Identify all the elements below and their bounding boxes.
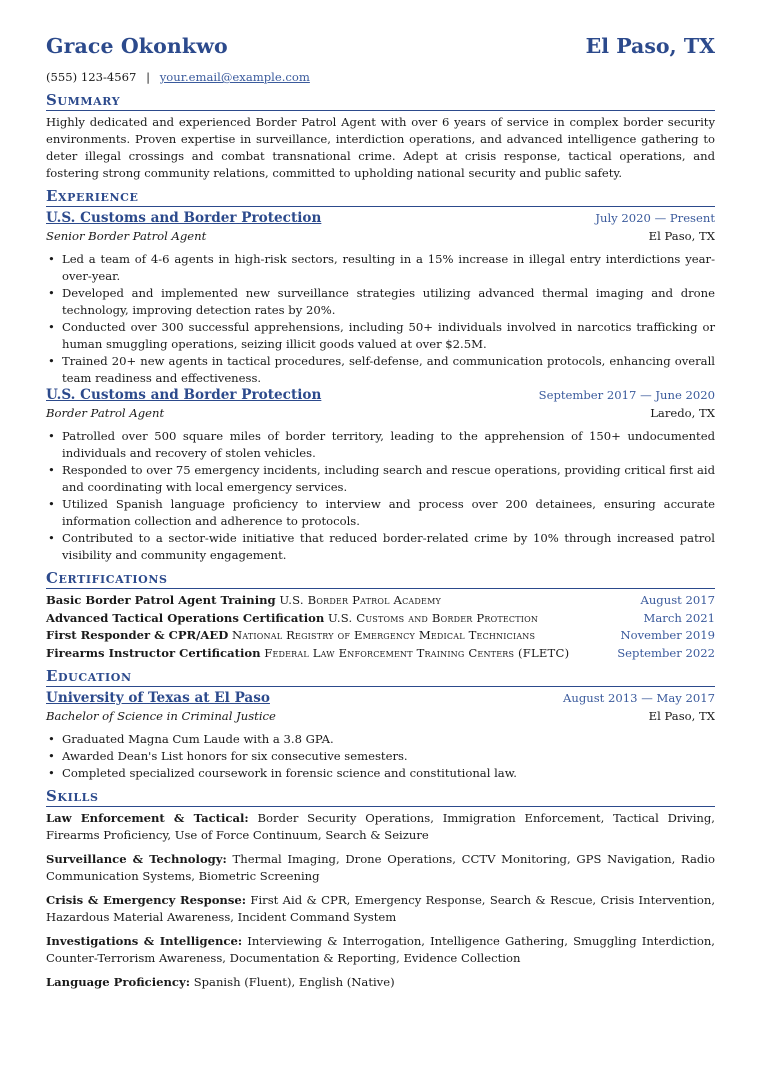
skill-item	[46, 933, 715, 967]
candidate-name: Grace Okonkwo	[46, 34, 228, 58]
certification-issuer: U.S. Customs and Border Protection	[328, 610, 539, 625]
job-entry	[46, 387, 715, 564]
job-dates: September 2017 — June 2020	[538, 388, 715, 402]
skill-category: Crisis & Emergency Response:	[46, 893, 247, 907]
certification-date: November 2019	[620, 628, 715, 642]
education-bullet: • Graduated Magna Cum Laude with a 3.8 GPA.	[62, 731, 715, 748]
certification-issuer: National Registry of Emergency Medical Technicians	[232, 628, 536, 642]
contact-separator: |	[146, 70, 151, 84]
skill-item	[46, 810, 715, 844]
employer-name[interactable]: U.S. Customs and Border Protection	[46, 210, 322, 226]
certification-name: First Responder & CPR/AED	[46, 628, 229, 642]
skills-list	[46, 810, 715, 991]
job-entry	[46, 210, 715, 387]
job-bullet: • Trained 20+ new agents in tactical procedures, self-defense, and communication protocols, enhancing overall team readiness and effectiveness.	[62, 353, 715, 387]
degree: Bachelor of Science in Criminal Justice	[46, 709, 276, 723]
candidate-location: El Paso, TX	[585, 34, 715, 58]
skill-item	[46, 974, 715, 991]
skill-item	[46, 892, 715, 926]
section-title-summary: Summary	[46, 90, 715, 111]
job-title: Border Patrol Agent	[46, 406, 165, 420]
certification-item	[46, 645, 715, 663]
school-name[interactable]: University of Texas at El Paso	[46, 690, 270, 706]
education-bullets	[46, 731, 715, 782]
certification-date: September 2022	[617, 645, 715, 660]
education-bullet: • Completed specialized coursework in forensic science and constitutional law.	[62, 765, 715, 782]
resume-page	[46, 34, 716, 998]
skill-text: First Aid & CPR, Emergency Response, Search & Rescue, Crisis Intervention, Hazardous Material Awareness, Incident Command System	[46, 893, 716, 924]
skill-category: Surveillance & Technology:	[46, 852, 227, 866]
phone-number: (555) 123-4567	[46, 70, 137, 84]
education-location: El Paso, TX	[648, 709, 715, 723]
job-bullets	[46, 251, 715, 387]
education-entry	[46, 690, 715, 782]
summary-text: Highly dedicated and experienced Border Patrol Agent with over 6 years of service in complex border security environments. Proven expertise in surveillance, interdiction operations, and advanced intelligence gathering to deter illegal crossings and combat transnational crime. Adept at crisis response, tactical operations, and fostering strong community relations, committed to upholding national security and public safety.	[46, 115, 715, 180]
certification-issuer: U.S. Border Patrol Academy	[279, 593, 441, 607]
skill-text: Border Security Operations, Immigration Enforcement, Tactical Driving, Firearms Proficiency, Use of Force Continuum, Search & Seizure	[46, 811, 715, 842]
job-title: Senior Border Patrol Agent	[46, 229, 207, 243]
skill-text: Interviewing & Interrogation, Intelligence Gathering, Smuggling Interdiction, Counter-Terrorism Awareness, Documentation & Reporting, Evidence Collection	[46, 934, 715, 965]
job-location: Laredo, TX	[650, 406, 715, 420]
resume-header	[46, 34, 715, 68]
contact-line	[46, 69, 715, 86]
job-bullet: • Led a team of 4-6 agents in high-risk sectors, resulting in a 15% increase in illegal entry interdictions year-over-year.	[62, 251, 715, 285]
skill-text: Thermal Imaging, Drone Operations, CCTV Monitoring, GPS Navigation, Radio Communication Systems, Biometric Screening	[46, 852, 715, 883]
skill-item	[46, 851, 715, 885]
education-dates: August 2013 — May 2017	[562, 691, 715, 705]
skill-category: Law Enforcement & Tactical:	[46, 811, 249, 825]
job-bullet: • Developed and implemented new surveillance strategies utilizing advanced thermal imaging and drone technology, improving detection rates by 20%.	[62, 285, 715, 319]
education-bullet: • Awarded Dean's List honors for six consecutive semesters.	[62, 748, 715, 765]
certification-date: March 2021	[643, 610, 715, 625]
job-dates: July 2020 — Present	[595, 211, 715, 225]
skill-category: Language Proficiency:	[46, 975, 190, 989]
job-bullets	[46, 428, 715, 564]
job-bullet: • Responded to over 75 emergency incidents, including search and rescue operations, providing critical first aid and coordinating with local emergency services.	[62, 462, 715, 496]
email-link[interactable]: your.email@example.com	[159, 70, 310, 84]
job-bullet: • Utilized Spanish language proficiency to interview and process over 200 detainees, ensuring accurate information collection and adherence to protocols.	[62, 496, 715, 530]
certification-date: August 2017	[640, 593, 715, 607]
section-title-certifications: Certifications	[46, 568, 715, 589]
certification-name: Firearms Instructor Certification	[46, 645, 261, 660]
job-bullet: • Contributed to a sector-wide initiative that reduced border-related crime by 10% through increased patrol visibility and community engagement.	[62, 530, 715, 564]
skill-text: Spanish (Fluent), English (Native)	[193, 975, 395, 989]
certification-issuer: Federal Law Enforcement Training Centers (FLETC)	[264, 645, 570, 660]
certification-name: Advanced Tactical Operations Certification	[46, 610, 325, 625]
job-location: El Paso, TX	[648, 229, 715, 243]
section-title-education: Education	[46, 666, 715, 687]
certification-item	[46, 610, 715, 628]
job-bullet: • Patrolled over 500 square miles of border territory, leading to the apprehension of 150+ undocumented individuals and recovery of stolen vehicles.	[62, 428, 715, 462]
certification-item	[46, 627, 715, 645]
skill-category: Investigations & Intelligence:	[46, 934, 243, 948]
section-title-skills: Skills	[46, 786, 715, 807]
employer-name[interactable]: U.S. Customs and Border Protection	[46, 387, 322, 403]
section-title-experience: Experience	[46, 186, 715, 207]
certification-item	[46, 592, 715, 610]
certification-list	[46, 592, 715, 662]
certification-name: Basic Border Patrol Agent Training	[46, 593, 276, 607]
job-bullet: • Conducted over 300 successful apprehensions, including 50+ individuals involved in narcotics trafficking or human smuggling operations, seizing illicit goods valued at over $2.5M.	[62, 319, 715, 353]
